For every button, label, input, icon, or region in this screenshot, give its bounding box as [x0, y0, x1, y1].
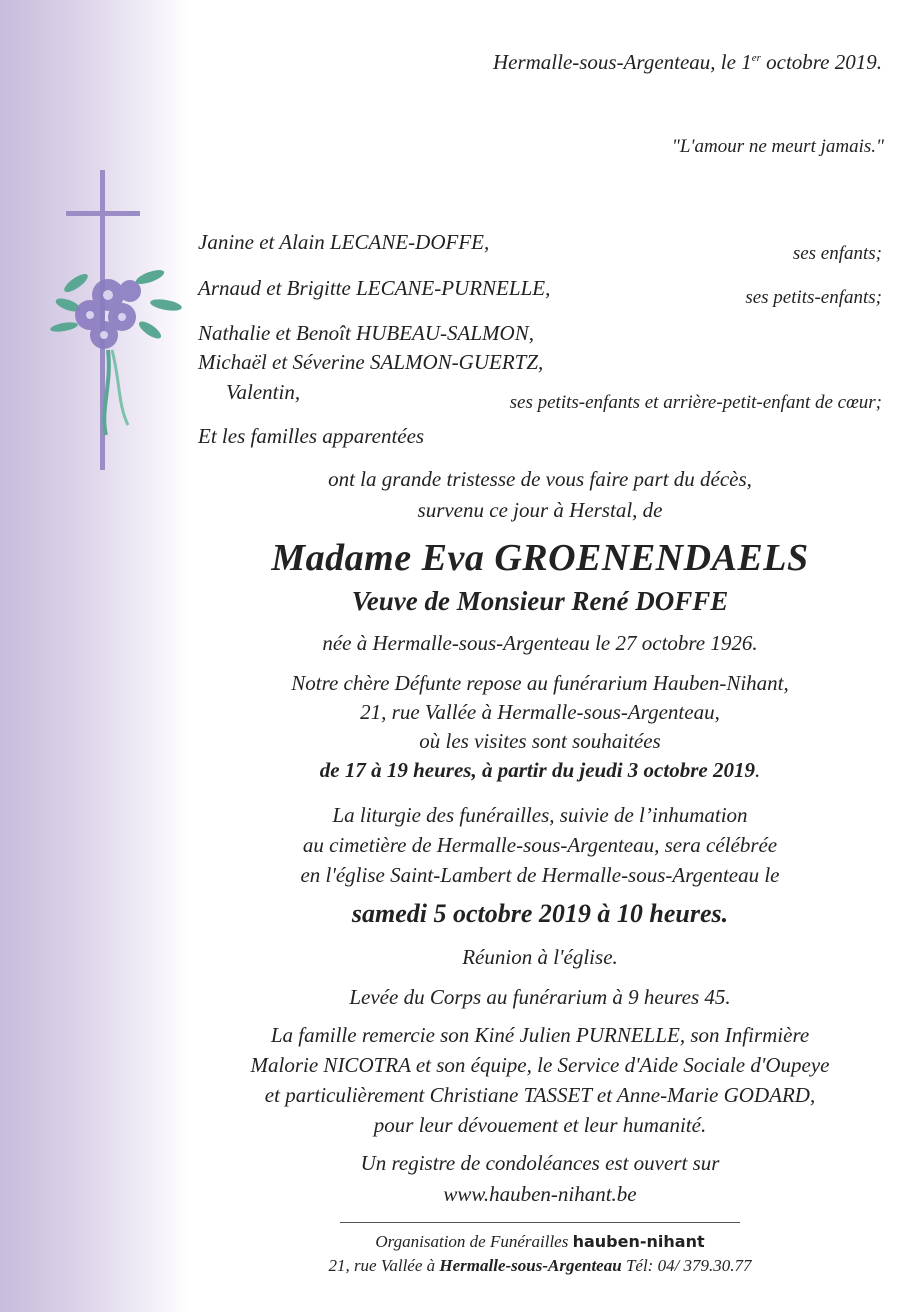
brand-logo: hauben-nihant	[572, 1232, 705, 1251]
visitation-line-3: où les visites sont souhaitées	[419, 729, 661, 753]
funeral-date-block	[190, 898, 890, 929]
liturgy-line-3: en l'église Saint-Lambert de Hermalle-sous-Argenteau le	[300, 863, 780, 887]
liturgy-line-1: La liturgie des funérailles, suivie de l’inhumation	[332, 803, 748, 827]
meeting-line: Réunion à l'église.	[462, 945, 618, 969]
thanks-line-2: Malorie NICOTRA et son équipe, le Service d'Aide Sociale d'Oupeye	[250, 1053, 830, 1077]
family-names-1: Janine et Alain LECANE-DOFFE,	[198, 230, 490, 254]
family-relation-2: ses petits-enfants;	[745, 287, 882, 308]
cross-with-flowers-icon	[38, 165, 198, 475]
family-names-2: Arnaud et Brigitte LECANE-PURNELLE,	[198, 276, 551, 300]
liturgy-line-2: au cimetière de Hermalle-sous-Argenteau, sera célébrée	[302, 833, 778, 857]
thanks-line-1: La famille remercie son Kiné Julien PURNELLE, son Infirmière	[270, 1023, 810, 1047]
born-text: née à Hermalle-sous-Argenteau le 27 octobre 1926.	[322, 631, 758, 655]
registry-line: Un registre de condoléances est ouvert sur	[360, 1151, 720, 1175]
footer-divider	[340, 1222, 740, 1223]
registry-url[interactable]: www.hauben-nihant.be	[443, 1182, 637, 1206]
footer-address: 21, rue Vallée à Hermalle-sous-Argenteau Tél: 04/ 379.30.77	[328, 1256, 752, 1275]
widow-line: Veuve de Monsieur René DOFFE	[351, 586, 729, 616]
quote: "L'amour ne meurt jamais."	[671, 136, 884, 157]
deceased-block	[190, 536, 890, 580]
thanks-line-3: et particulièrement Christiane TASSET et Anne-Marie GODARD,	[264, 1083, 816, 1107]
announcement-line-2: survenu ce jour à Herstal, de	[417, 498, 663, 522]
date-line: Hermalle-sous-Argenteau, le 1er octobre 2019.	[492, 50, 882, 74]
born-line	[190, 628, 890, 659]
visitation-block	[190, 669, 890, 785]
thanks-block	[190, 1020, 890, 1140]
announcement	[190, 464, 890, 526]
deceased-name: Madame Eva GROENENDAELS	[271, 537, 809, 579]
visitation-line-1: Notre chère Défunte repose au funérarium Hauben-Nihant,	[291, 671, 789, 695]
family-names-4: Michaël et Séverine SALMON-GUERTZ,	[198, 350, 544, 374]
family-relation-1: ses enfants;	[792, 243, 882, 264]
levee-block	[190, 982, 890, 1013]
visitation-line-2: 21, rue Vallée à Hermalle-sous-Argenteau,	[360, 700, 720, 724]
family-names-5: Valentin,	[226, 380, 301, 404]
announcement-line-1: ont la grande tristesse de vous faire part du décès,	[328, 467, 752, 491]
widow-block	[190, 586, 890, 617]
footer-org: Organisation de Funérailles hauben-nihant	[375, 1232, 705, 1251]
meeting-block	[190, 942, 890, 973]
thanks-line-4: pour leur dévouement et leur humanité.	[373, 1113, 707, 1137]
family-names-6: Et les familles apparentées	[198, 424, 425, 448]
registry-block	[190, 1148, 890, 1210]
levee-line: Levée du Corps au funérarium à 9 heures 45.	[349, 985, 731, 1009]
family-relation-5: ses petits-enfants et arrière-petit-enfant de cœur;	[509, 392, 882, 413]
visitation-hours: de 17 à 19 heures, à partir du jeudi 3 octobre 2019.	[319, 758, 761, 782]
funeral-date: samedi 5 octobre 2019 à 10 heures.	[351, 899, 729, 928]
liturgy-block	[190, 800, 890, 890]
family-names-3: Nathalie et Benoît HUBEAU-SALMON,	[198, 321, 534, 345]
